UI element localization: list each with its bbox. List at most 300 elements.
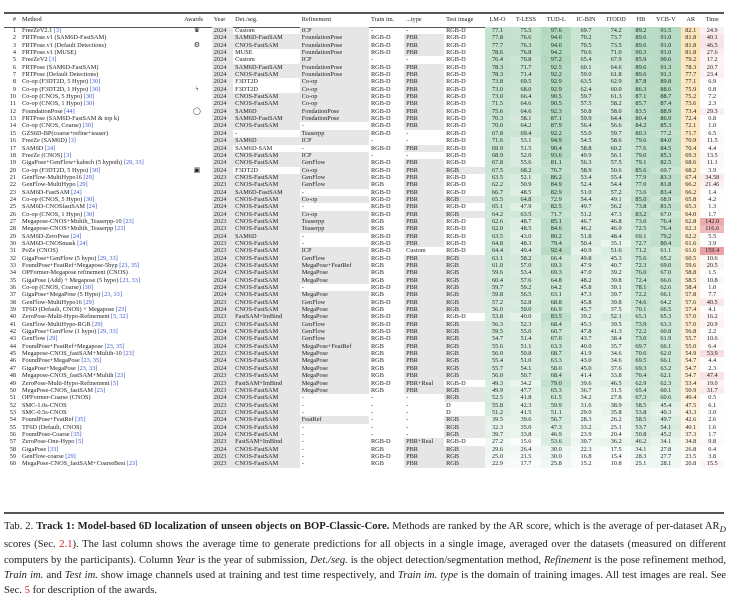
train-type-cell: PBR <box>404 365 444 372</box>
train-im-cell: RGB <box>370 364 384 372</box>
lmo-cell: 71.6 <box>485 137 511 144</box>
lmo-cell: 51.2 <box>485 409 511 416</box>
itodd-cell: 47.3 <box>601 211 631 218</box>
icbin-cell: 28.3 <box>571 416 601 423</box>
citation-link[interactable]: [30] <box>89 85 101 93</box>
hb-cell: 67.3 <box>631 394 650 401</box>
row-number: 48 <box>9 372 16 380</box>
det-seg-cell: SAM6D-FastSAM <box>233 115 300 122</box>
ar-cell: 71.7 <box>681 130 700 137</box>
table-row <box>4 233 724 240</box>
method-label: GigaPose (Add) + Megapose (5 hypo) <box>22 276 119 284</box>
citation-link[interactable]: [23] <box>126 460 138 468</box>
test-image-cell: RGB-D <box>446 27 466 35</box>
year-cell: 2024 <box>212 86 233 93</box>
col-header: ...type <box>406 16 422 24</box>
year-cell: 2023 <box>212 225 233 232</box>
det-seg-cell: Custom <box>235 56 255 64</box>
method-name <box>20 71 182 78</box>
refinement-cell: - <box>301 188 304 196</box>
method-label: Co-op (CNOS, 1 Hypo) <box>22 100 83 108</box>
det-seg-cell: CNOS-FastSAM <box>233 321 300 328</box>
icbin-cell: 30.7 <box>571 438 601 445</box>
ar-cell: 72.4 <box>681 115 700 122</box>
section-link[interactable]: 5 <box>24 585 30 597</box>
refinement-cell: Co-op <box>300 196 369 203</box>
ar-cell: 57.0 <box>681 321 700 328</box>
tless-cell: 48.5 <box>510 189 541 196</box>
method-name <box>20 145 182 152</box>
det-seg-cell: CNOS-FastSAM <box>233 409 300 416</box>
hb-cell: 72.2 <box>631 328 650 335</box>
lmo-cell: 64.8 <box>485 240 511 247</box>
caption-label: Tab. 2. <box>4 521 34 532</box>
train-im-cell: RGB-D <box>370 203 391 211</box>
citation-link[interactable]: [44] <box>64 107 75 115</box>
refinement-cell: MegaPose <box>300 357 369 364</box>
method-name <box>20 122 182 129</box>
itodd-cell: 55.4 <box>601 174 631 181</box>
row-number: 6 <box>12 63 16 71</box>
train-type-cell: PBR <box>404 167 444 174</box>
bottom-rule <box>4 512 724 514</box>
train-im-cell: RGB-D <box>370 313 391 321</box>
tless-cell: 75.5 <box>510 27 541 34</box>
citation-link[interactable]: [23, 33] <box>101 291 122 299</box>
citation-link[interactable]: [29] <box>92 320 103 328</box>
det-seg-cell: CNOS-FastSAM <box>233 247 300 254</box>
train-im-cell: RGB-D <box>370 49 391 57</box>
lmo-cell: 73.0 <box>485 93 511 100</box>
tudl-cell: 92.2 <box>541 71 571 78</box>
det-seg-cell: - <box>235 129 238 137</box>
refinement-cell: MegaPose <box>300 380 369 387</box>
table-row <box>4 350 724 357</box>
train-im-cell: RGB-D <box>370 254 391 262</box>
refinement-cell: MegaPose <box>300 350 369 357</box>
tudl-cell: 64.2 <box>541 284 571 291</box>
tudl-cell: 87.9 <box>541 122 571 129</box>
method-name <box>20 387 182 394</box>
icbin-cell: 48.2 <box>571 277 601 284</box>
award-cell <box>182 27 212 34</box>
method-name <box>20 49 182 56</box>
citation-link[interactable]: [33] <box>47 445 59 453</box>
ycbv-cell: 49.7 <box>651 416 681 423</box>
citation-link[interactable]: [23, 33] <box>120 276 140 284</box>
citation-link[interactable]: [30] <box>82 122 94 130</box>
tless-cell: 50.7 <box>510 372 541 379</box>
hb-cell: 58.5 <box>631 416 650 423</box>
citation-link[interactable]: [23] <box>94 386 106 394</box>
hb-cell: 46.2 <box>631 438 650 445</box>
itodd-cell: 38.4 <box>601 335 631 342</box>
train-type-cell: PBR <box>404 203 444 210</box>
tudl-cell: 97.6 <box>541 27 571 34</box>
year-cell: 2023 <box>212 380 233 387</box>
citation-link[interactable]: [35] <box>75 416 86 424</box>
itodd-cell: 26.2 <box>601 416 631 423</box>
table-row <box>4 196 724 203</box>
tless-cell: 52.1 <box>510 174 541 181</box>
refinement-cell: FoundationPose <box>300 49 369 56</box>
year-cell: 2024 <box>212 233 233 240</box>
test-image-cell: RGB <box>444 365 484 372</box>
table-row <box>4 49 724 56</box>
citation-link[interactable]: [30] <box>83 93 95 101</box>
itodd-cell: 57.2 <box>601 189 631 196</box>
tudl-cell: 59.9 <box>541 402 571 409</box>
hb-cell: 25.1 <box>631 460 650 467</box>
test-image-cell: RGB-D <box>446 151 466 159</box>
table-row <box>4 64 724 71</box>
lmo-cell: 75.6 <box>485 108 511 115</box>
citation-link[interactable]: [24] <box>71 188 82 196</box>
ycbv-cell: 79.2 <box>651 233 681 240</box>
method-name <box>20 152 182 159</box>
hb-cell: 85.6 <box>631 167 650 174</box>
table-row <box>4 27 724 34</box>
tless-cell: 51.5 <box>510 145 541 152</box>
method-label: Co-op (F3DT2D, 5 Hypo) <box>22 166 89 174</box>
award-cell <box>182 424 212 431</box>
citation-link[interactable]: [29] <box>83 173 94 181</box>
citation-link[interactable]: [29, 33] <box>97 328 118 336</box>
refinement-cell: MegaPose+FeatRef <box>300 262 369 269</box>
refinement-cell: Co-op <box>300 211 369 218</box>
lmo-cell: 73.8 <box>485 78 511 85</box>
ycbv-cell: 86.9 <box>651 115 681 122</box>
tudl-cell: 87.1 <box>541 115 571 122</box>
table-row <box>4 86 724 93</box>
citation-link[interactable]: [24] <box>44 144 56 152</box>
itodd-cell: 15.4 <box>601 453 631 460</box>
method-label: Megapose-CNOS+Multih_Teaserpp-10 <box>22 217 122 225</box>
award-cell <box>182 313 212 320</box>
refinement-cell: GenFlow <box>300 255 369 262</box>
itodd-cell: 25.1 <box>601 424 631 431</box>
tless-cell: 69.4 <box>510 130 541 137</box>
test-image-cell: RGB-D <box>446 188 466 196</box>
year-cell: 2024 <box>212 78 233 85</box>
itodd-cell: 61.8 <box>601 71 631 78</box>
train-im-cell: - <box>370 408 374 416</box>
tudl-cell: 66.9 <box>541 306 571 313</box>
ar-cell: 67.4 <box>681 174 700 181</box>
year-cell: 2024 <box>212 189 233 196</box>
table-row <box>4 321 724 328</box>
table-row <box>4 284 724 291</box>
row-number: 3 <box>12 41 16 49</box>
icbin-cell: 34.2 <box>571 394 601 401</box>
citation-link[interactable]: [24] <box>86 203 98 211</box>
det-seg-cell: CNOS-FastSAM <box>233 299 300 306</box>
citation-link[interactable]: [23] <box>115 306 127 314</box>
year-cell: 2024 <box>212 255 233 262</box>
method-label: FoundPose+FeatRef+Megapose-5hyp <box>22 262 118 270</box>
citation-link[interactable]: [23] <box>123 217 134 225</box>
itodd-cell: 46.5 <box>601 380 631 387</box>
time-cell: 27.6 <box>700 49 724 56</box>
itodd-cell: 50.6 <box>601 167 631 174</box>
ycbv-cell: 77.2 <box>651 130 681 137</box>
year-cell: 2024 <box>212 284 233 291</box>
refinement-cell: Co-op <box>300 100 369 107</box>
citation-link[interactable]: [29, 33] <box>97 254 118 262</box>
ycbv-cell: 81.8 <box>651 181 681 188</box>
refinement-cell: MegaPose <box>300 365 369 372</box>
ar-cell: 53.4 <box>681 380 700 387</box>
method-label: TF6D (Default, CNOS) + Megapose <box>22 306 115 314</box>
award-cell <box>182 372 212 379</box>
ycbv-cell: 91.5 <box>651 27 681 34</box>
tudl-cell: 94.2 <box>541 49 571 56</box>
award-cell <box>182 357 212 364</box>
itodd-cell: 46.0 <box>601 225 631 232</box>
det-seg-cell: CNOS-FastSAM <box>233 100 300 107</box>
tudl-cell: 97.2 <box>541 56 571 63</box>
train-im-cell: RGB <box>370 445 384 453</box>
citation-link[interactable]: [23, 35] <box>104 342 125 350</box>
tless-cell: 41.5 <box>510 409 541 416</box>
time-cell: 2.3 <box>700 100 724 107</box>
year-cell: 2023 <box>212 453 233 460</box>
citation-link[interactable]: [35] <box>71 430 82 438</box>
method-name <box>20 291 182 298</box>
train-type-cell: PBR <box>404 71 444 78</box>
icbin-cell: 70.2 <box>571 34 601 41</box>
method-label: SAM6D-FastSAM <box>22 188 70 196</box>
citation-link[interactable]: [3] <box>49 56 57 64</box>
citation-link[interactable]: [23] <box>123 350 134 358</box>
ycbv-cell: 69.0 <box>651 262 681 269</box>
ar-cell: 65.3 <box>681 203 700 210</box>
hb-cell: 73.0 <box>631 335 650 342</box>
det-seg-cell: CNOS-FastSAM <box>233 225 300 232</box>
row-number: 7 <box>12 71 16 79</box>
test-image-cell: RGB-D <box>446 85 466 93</box>
ar-cell: 70.4 <box>681 145 700 152</box>
table-row <box>4 262 724 269</box>
lmo-cell: 68.9 <box>485 152 511 159</box>
lmo-cell: 59.8 <box>485 291 511 298</box>
ar-cell: 73.4 <box>681 108 700 115</box>
hb-cell: 70.1 <box>631 306 650 313</box>
citation-link[interactable]: [29] <box>47 335 58 343</box>
train-type-cell: PBR <box>404 277 444 284</box>
method-name <box>20 86 182 93</box>
hb-cell: 72.7 <box>631 240 650 247</box>
time-cell: 1.7 <box>700 211 724 218</box>
tless-cell: 52.0 <box>510 152 541 159</box>
ar-cell: 57.4 <box>681 306 700 313</box>
citation-link[interactable]: [30] <box>83 210 95 218</box>
table-row <box>4 78 724 85</box>
tless-cell: 55.0 <box>510 328 541 335</box>
citation-link[interactable]: [29] <box>77 181 88 189</box>
method-name <box>20 343 182 350</box>
citation-link[interactable]: [23, 35] <box>119 262 140 270</box>
method-name <box>20 100 182 107</box>
row-number: 31 <box>9 247 16 255</box>
hb-cell: 65.3 <box>631 313 650 320</box>
icbin-cell: 55.0 <box>571 130 601 137</box>
hb-cell: 62.9 <box>631 380 650 387</box>
citation-link[interactable]: [5, 32] <box>111 313 128 321</box>
train-im-cell: RGB-D <box>370 159 391 167</box>
tudl-cell: 68.4 <box>541 372 571 379</box>
method-name <box>20 284 182 291</box>
hb-cell: 72.4 <box>631 277 650 284</box>
method-name <box>20 130 182 137</box>
tless-cell: 40.0 <box>510 313 541 320</box>
refinement-cell: GenFlow <box>300 181 369 188</box>
train-im-cell: RGB-D <box>370 107 391 115</box>
test-image-cell: RGB <box>444 394 484 401</box>
year-cell: 2024 <box>212 262 233 269</box>
lmo-cell: 65.1 <box>485 203 511 210</box>
train-im-cell: RGB-D <box>370 129 391 137</box>
method-name <box>20 167 182 174</box>
citation-link[interactable]: [24] <box>70 232 82 240</box>
citation-link[interactable]: [23, 35] <box>81 357 102 365</box>
det-seg-cell: CNOS-FastSAM <box>233 255 300 262</box>
train-type-cell: PBR <box>404 306 444 313</box>
citation-link[interactable]: [30] <box>89 78 101 86</box>
citation-link[interactable]: [3] <box>68 137 76 145</box>
method-label: ZeroPose-Multi-Hypo-Refinement <box>22 313 110 321</box>
year-cell: 2024 <box>212 343 233 350</box>
test-image-cell: RGB <box>444 262 484 269</box>
time-cell: 13.5 <box>700 152 724 159</box>
ycbv-cell: 40.3 <box>651 409 681 416</box>
row-number: 56 <box>9 430 16 438</box>
hb-cell: 80.3 <box>631 130 650 137</box>
hb-cell: 72.3 <box>631 262 650 269</box>
refinement-cell: ICP <box>300 56 369 63</box>
tudl-cell: 72.9 <box>541 196 571 203</box>
ycbv-cell: 83.3 <box>651 174 681 181</box>
method-label: SAM6D-CNOSmask <box>22 239 76 247</box>
train-im-cell: RGB-D <box>370 34 391 42</box>
col-header: HB <box>636 16 646 24</box>
refinement-cell: - <box>301 232 304 240</box>
lmo-cell: 32.3 <box>485 424 511 431</box>
method-name <box>20 78 182 85</box>
award-cell <box>182 365 212 372</box>
method-name <box>20 306 182 313</box>
award-cell <box>182 49 212 56</box>
table-row <box>4 460 724 467</box>
icbin-cell: 47.3 <box>571 291 601 298</box>
citation-link[interactable]: [30] <box>82 284 94 292</box>
refinement-cell: - <box>301 452 304 460</box>
lmo-cell: 78.3 <box>485 64 511 71</box>
det-seg-cell: FastSAM+ImBind <box>233 438 300 445</box>
citation-link[interactable]: [29] <box>83 298 94 306</box>
refinement-cell: ICP <box>300 27 369 34</box>
ar-cell: 23.5 <box>681 453 700 460</box>
year-cell: 2023 <box>212 387 233 394</box>
method-name <box>20 335 182 342</box>
award-cell <box>182 416 212 423</box>
award-cell <box>182 145 212 152</box>
method-name <box>20 233 182 240</box>
itodd-cell: 39.8 <box>601 277 631 284</box>
header-row <box>4 13 724 27</box>
citation-link[interactable]: [30] <box>83 195 95 203</box>
table-row <box>4 145 724 152</box>
det-seg-cell: CNOS-FastSAM <box>233 196 300 203</box>
citation-link[interactable]: [23] <box>114 372 126 380</box>
method-name <box>20 34 182 41</box>
award-cell <box>182 328 212 335</box>
method-name <box>20 64 182 71</box>
citation-link[interactable]: [23, 33] <box>77 364 98 372</box>
table-row <box>4 328 724 335</box>
test-image-cell: RGB <box>444 306 484 313</box>
lmo-cell: 71.5 <box>485 100 511 107</box>
ar-cell: 55.0 <box>681 343 700 350</box>
citation-link[interactable]: [30] <box>89 166 101 174</box>
method-name <box>20 313 182 320</box>
refinement-cell: Co-op <box>300 93 369 100</box>
citation-link[interactable]: [5] <box>76 438 84 446</box>
tudl-cell: 83.5 <box>541 313 571 320</box>
award-cell <box>182 233 212 240</box>
icbin-cell: 40.0 <box>571 343 601 350</box>
col-header: ITODD <box>606 16 626 24</box>
section-link[interactable]: 2.1 <box>59 539 73 551</box>
det-seg-cell: CNOS-FastSAM <box>233 453 300 460</box>
ar-cell: 73.6 <box>681 100 700 107</box>
refinement-cell: FoundationPose <box>300 64 369 71</box>
test-image-cell: RGB <box>444 269 484 276</box>
citation-link[interactable]: [3] <box>53 27 62 35</box>
time-cell: 6.5 <box>700 130 724 137</box>
table-row <box>4 240 724 247</box>
time-cell: 4.4 <box>700 145 724 152</box>
method-name <box>20 350 182 357</box>
table-row <box>4 115 724 122</box>
refinement-cell: MegaPose <box>300 269 369 276</box>
ar-cell: 69.3 <box>681 152 700 159</box>
ar-cell: 57.6 <box>681 299 700 306</box>
time-cell: 40.1 <box>700 34 724 41</box>
citation-link[interactable]: [29, 33] <box>123 159 144 167</box>
caption-text: and <box>46 570 62 581</box>
award-cell <box>182 387 212 394</box>
lmo-cell: 78.3 <box>485 71 511 78</box>
year-cell: 2023 <box>212 313 233 320</box>
hb-cell: 72.2 <box>631 291 650 298</box>
test-image-cell: RGB-D <box>446 41 466 49</box>
itodd-cell: 39.5 <box>601 321 631 328</box>
table-row <box>4 56 724 63</box>
citation-link[interactable]: [29] <box>65 452 76 460</box>
citation-link[interactable]: [30] <box>83 100 95 108</box>
tudl-cell: 63.1 <box>541 291 571 298</box>
citation-link[interactable]: [23] <box>114 225 126 233</box>
citation-link[interactable]: [3] <box>63 151 72 159</box>
table-row <box>4 225 724 232</box>
citation-link[interactable]: [5] <box>111 379 119 387</box>
train-type-cell: - <box>406 394 409 402</box>
table-row <box>4 152 724 159</box>
train-type-cell: PBR <box>404 350 444 357</box>
citation-link[interactable]: [24] <box>77 239 88 247</box>
table-row <box>4 71 724 78</box>
